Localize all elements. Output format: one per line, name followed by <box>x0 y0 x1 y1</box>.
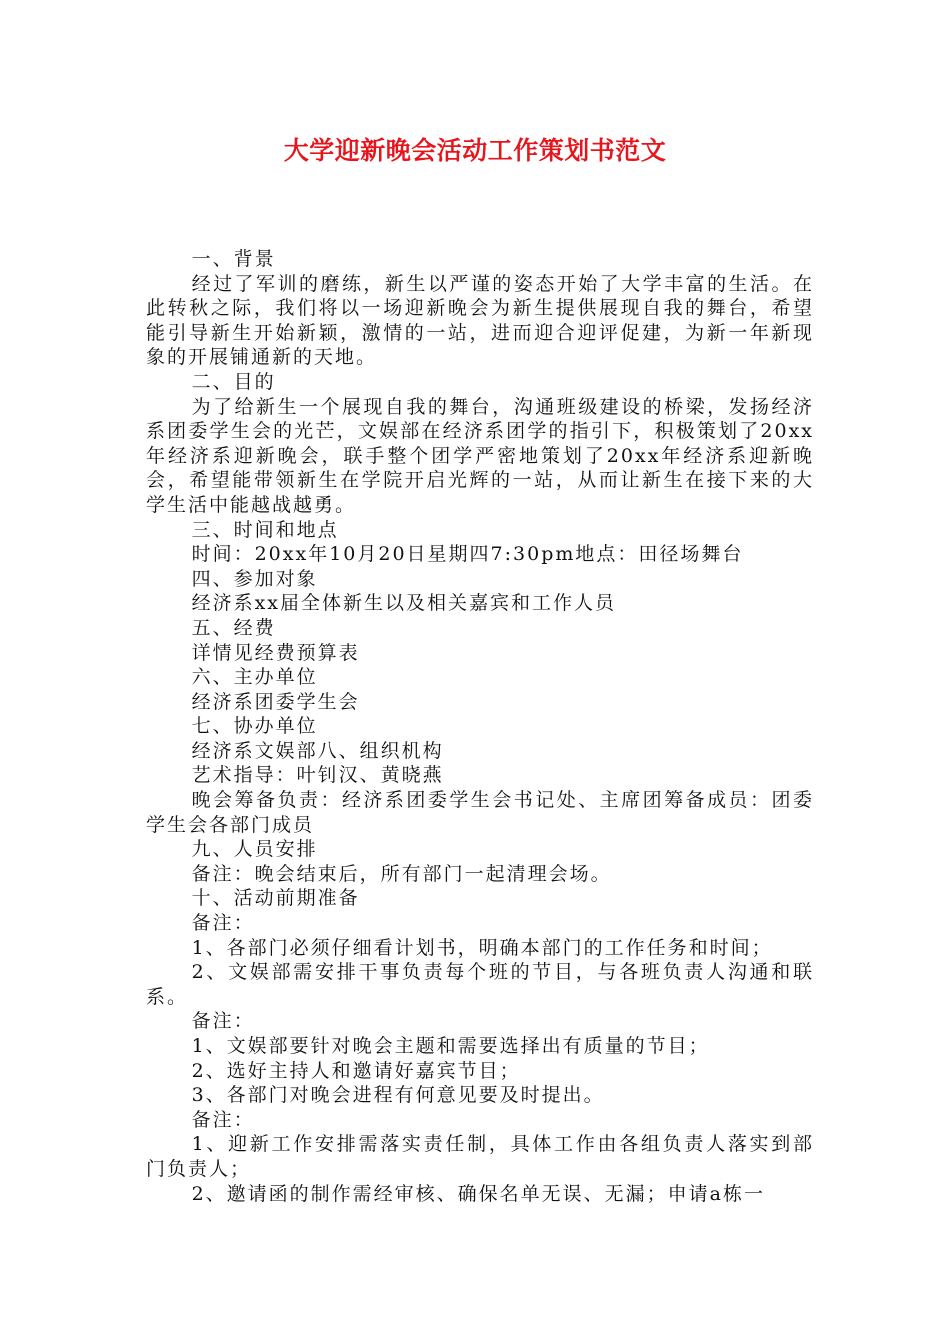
section-heading-purpose: 二、目的 <box>191 370 276 393</box>
section-heading-co-organizer: 七、协办单位 <box>191 715 318 738</box>
paragraph-preparation-lead: 晚会筹备负责：经济系团委学生会书记处、主席团筹备成员：团委学生会各部门成员 <box>146 789 814 836</box>
paragraph-time-place: 时间：20xx年10月20日星期四7:30pm地点：田径场舞台 <box>191 543 744 566</box>
note-label: 备注： <box>191 1108 255 1131</box>
list-item: 2、选好主持人和邀请好嘉宾节目； <box>191 1059 521 1082</box>
section-heading-participants: 四、参加对象 <box>191 567 318 590</box>
list-item: 1、文娱部要针对晚会主题和需要选择出有质量的节目； <box>191 1035 710 1057</box>
paragraph-co-organizer: 经济系文娱部八、组织机构 <box>191 739 444 762</box>
paragraph-art-director: 艺术指导：叶钊汉、黄晓燕 <box>191 764 444 787</box>
note-label: 备注： <box>191 1010 255 1033</box>
list-item: 1、迎新工作安排需落实责任制，具体工作由各组负责人落实到部门负责人； <box>146 1133 814 1180</box>
list-item: 2、邀请函的制作需经审核、确保名单无误、无漏；申请a栋一 <box>191 1182 766 1205</box>
section-heading-background: 一、背景 <box>191 248 276 270</box>
list-item: 3、各部门对晚会进程有何意见要及时提出。 <box>191 1084 605 1107</box>
section-heading-budget: 五、经费 <box>191 616 276 639</box>
paragraph-staffing-note: 备注：晚会结束后，所有部门一起清理会场。 <box>191 862 612 885</box>
list-item: 2、文娱部需安排干事负责每个班的节目，与各班负责人沟通和联系。 <box>146 961 814 1008</box>
paragraph-budget: 详情见经费预算表 <box>191 641 360 664</box>
section-heading-time-place: 三、时间和地点 <box>191 518 339 541</box>
document-title: 大学迎新晚会活动工作策划书范文 <box>283 136 667 165</box>
paragraph-background: 经过了军训的磨练，新生以严谨的姿态开始了大学丰富的生活。在此转秋之际，我们将以一场迎新晚会为新生提供展现自我的舞台，希望能引导新生开始新颖，激情的一站，进而迎合迎评促建，为新一年新现象的开展铺通新的天地。 <box>146 272 814 369</box>
section-heading-preparation: 十、活动前期准备 <box>191 887 360 910</box>
paragraph-participants: 经济系xx届全体新生以及相关嘉宾和工作人员 <box>191 592 617 615</box>
paragraph-organizer: 经济系团委学生会 <box>191 690 360 713</box>
section-heading-organizer: 六、主办单位 <box>191 666 318 689</box>
note-label: 备注： <box>191 912 255 935</box>
paragraph-purpose: 为了给新生一个展现自我的舞台，沟通班级建设的桥梁，发扬经济系团委学生会的光芒，文娱部在经济系团学的指引下，积极策划了20xx年经济系迎新晚会，联手整个团学严密地策划了20xx年经济系迎新晚会，希望能带领新生在学院开启光辉的一站，从而让新生在接下来的大学生活中能越战越勇。 <box>146 395 814 516</box>
list-item: 1、各部门必须仔细看计划书，明确本部门的工作任务和时间； <box>191 936 773 959</box>
section-heading-staffing: 九、人员安排 <box>191 838 318 861</box>
document-body <box>146 247 814 1206</box>
